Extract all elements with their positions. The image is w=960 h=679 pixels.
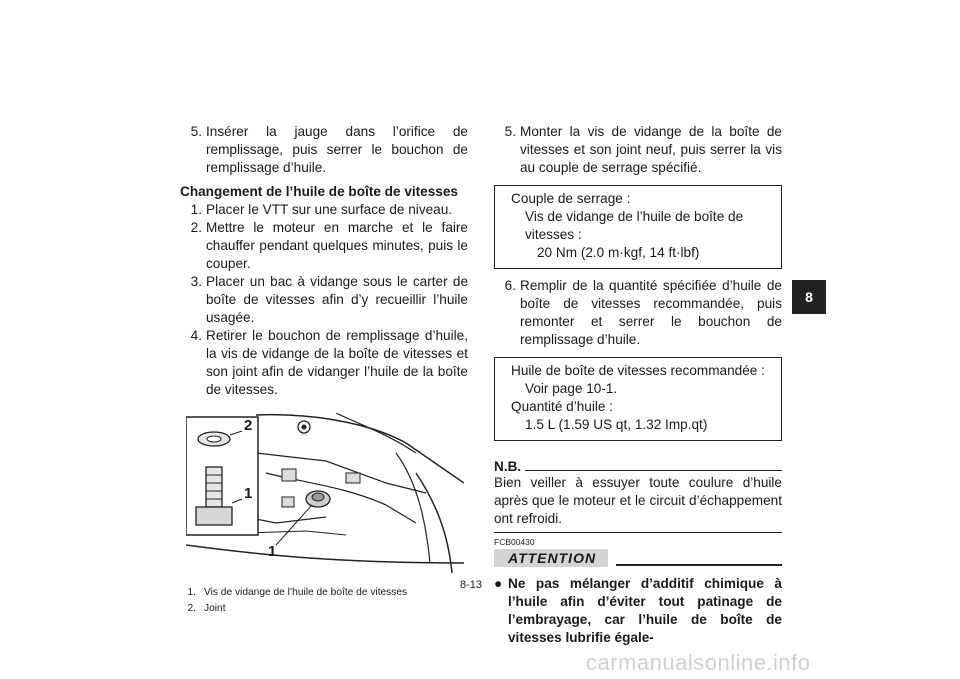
oil-reference: Voir page 10-1. (525, 381, 618, 396)
chapter-tab[interactable]: 8 (792, 280, 826, 314)
figure-captions (180, 585, 468, 617)
drain-bolt-illustration (186, 413, 464, 573)
step-5-left: 5. Insérer la jauge dans l’orifice de remplissage, puis serrer le bouchon de remplissage d’huile. (190, 124, 468, 175)
torque-value: 20 Nm (2.0 m·kgf, 14 ft·lbf) (537, 245, 700, 260)
caption-2: 2. Joint (187, 603, 226, 614)
watermark: carmanualsonline.info (586, 650, 811, 675)
reference-code: FCB00430 (494, 537, 535, 547)
attention-bullet-item: ● Ne pas mélanger d’additif chimique à l’huile afin d’éviter tout patinage de l’embrayage, car l’huile de boîte de vitesses lubrifie égale- (494, 576, 782, 645)
callout-1-inset: 1 (244, 485, 253, 502)
step-5-right: 5. Monter la vis de vidange de la boîte de vitesses et son joint neuf, puis serrer la vis au couple de serrage spécifié. (504, 124, 782, 175)
quantity-title: Quantité d’huile : (511, 399, 614, 414)
step-3: 3. Placer un bac à vidange sous le carter de boîte de vitesses afin d’y recueillir l’huile usagée. (190, 274, 468, 325)
torque-title: Couple de serrage : (511, 191, 631, 206)
step-2: 2. Mettre le moteur en marche et le faire chauffer pendant quelques minutes, puis le couper. (190, 220, 468, 271)
oil-title: Huile de boîte de vitesses recommandée : (511, 363, 765, 378)
attention-heading (494, 549, 782, 567)
torque-item: Vis de vidange de l’huile de boîte de vitesses : (525, 209, 744, 242)
torque-spec-box (494, 185, 782, 269)
attention-rule (616, 563, 782, 566)
left-column (180, 123, 468, 617)
note-end-rule (494, 532, 782, 533)
step-6: 6. Remplir de la quantité spécifiée d’huile de boîte de vitesses recommandée, puis remonter et serrer le bouchon de remplissage d’huile. (504, 278, 782, 347)
note-text: Bien veiller à essuyer toute coulure d’huile après que le moteur et le circuit d’échappement ont refroidi. (494, 475, 782, 526)
step-1: 1. Placer le VTT sur une surface de niveau. (190, 202, 453, 217)
oil-spec-box (494, 357, 782, 441)
quantity-value: 1.5 L (1.59 US qt, 1.32 Imp.qt) (525, 417, 708, 432)
note-rule (525, 469, 782, 471)
right-column (494, 123, 782, 647)
caption-1: 1. Vis de vidange de l’huile de boîte de vitesses (187, 587, 408, 598)
callout-2: 2 (244, 417, 253, 434)
callout-1-engine: 1 (268, 543, 277, 560)
attention-badge: ATTENTION (494, 549, 608, 567)
page-number: 8-13 (460, 579, 483, 591)
note-heading: N.B. (494, 459, 782, 474)
engine-drawing (186, 413, 464, 573)
bullet-icon: ● (494, 576, 503, 591)
step-4: 4. Retirer le bouchon de remplissage d’huile, la vis de vidange de la boîte de vitesses et son joint afin de vidanger l’huile de la boîte de vitesses. (190, 328, 468, 397)
section-heading: Changement de l’huile de boîte de vitesses (180, 184, 458, 199)
